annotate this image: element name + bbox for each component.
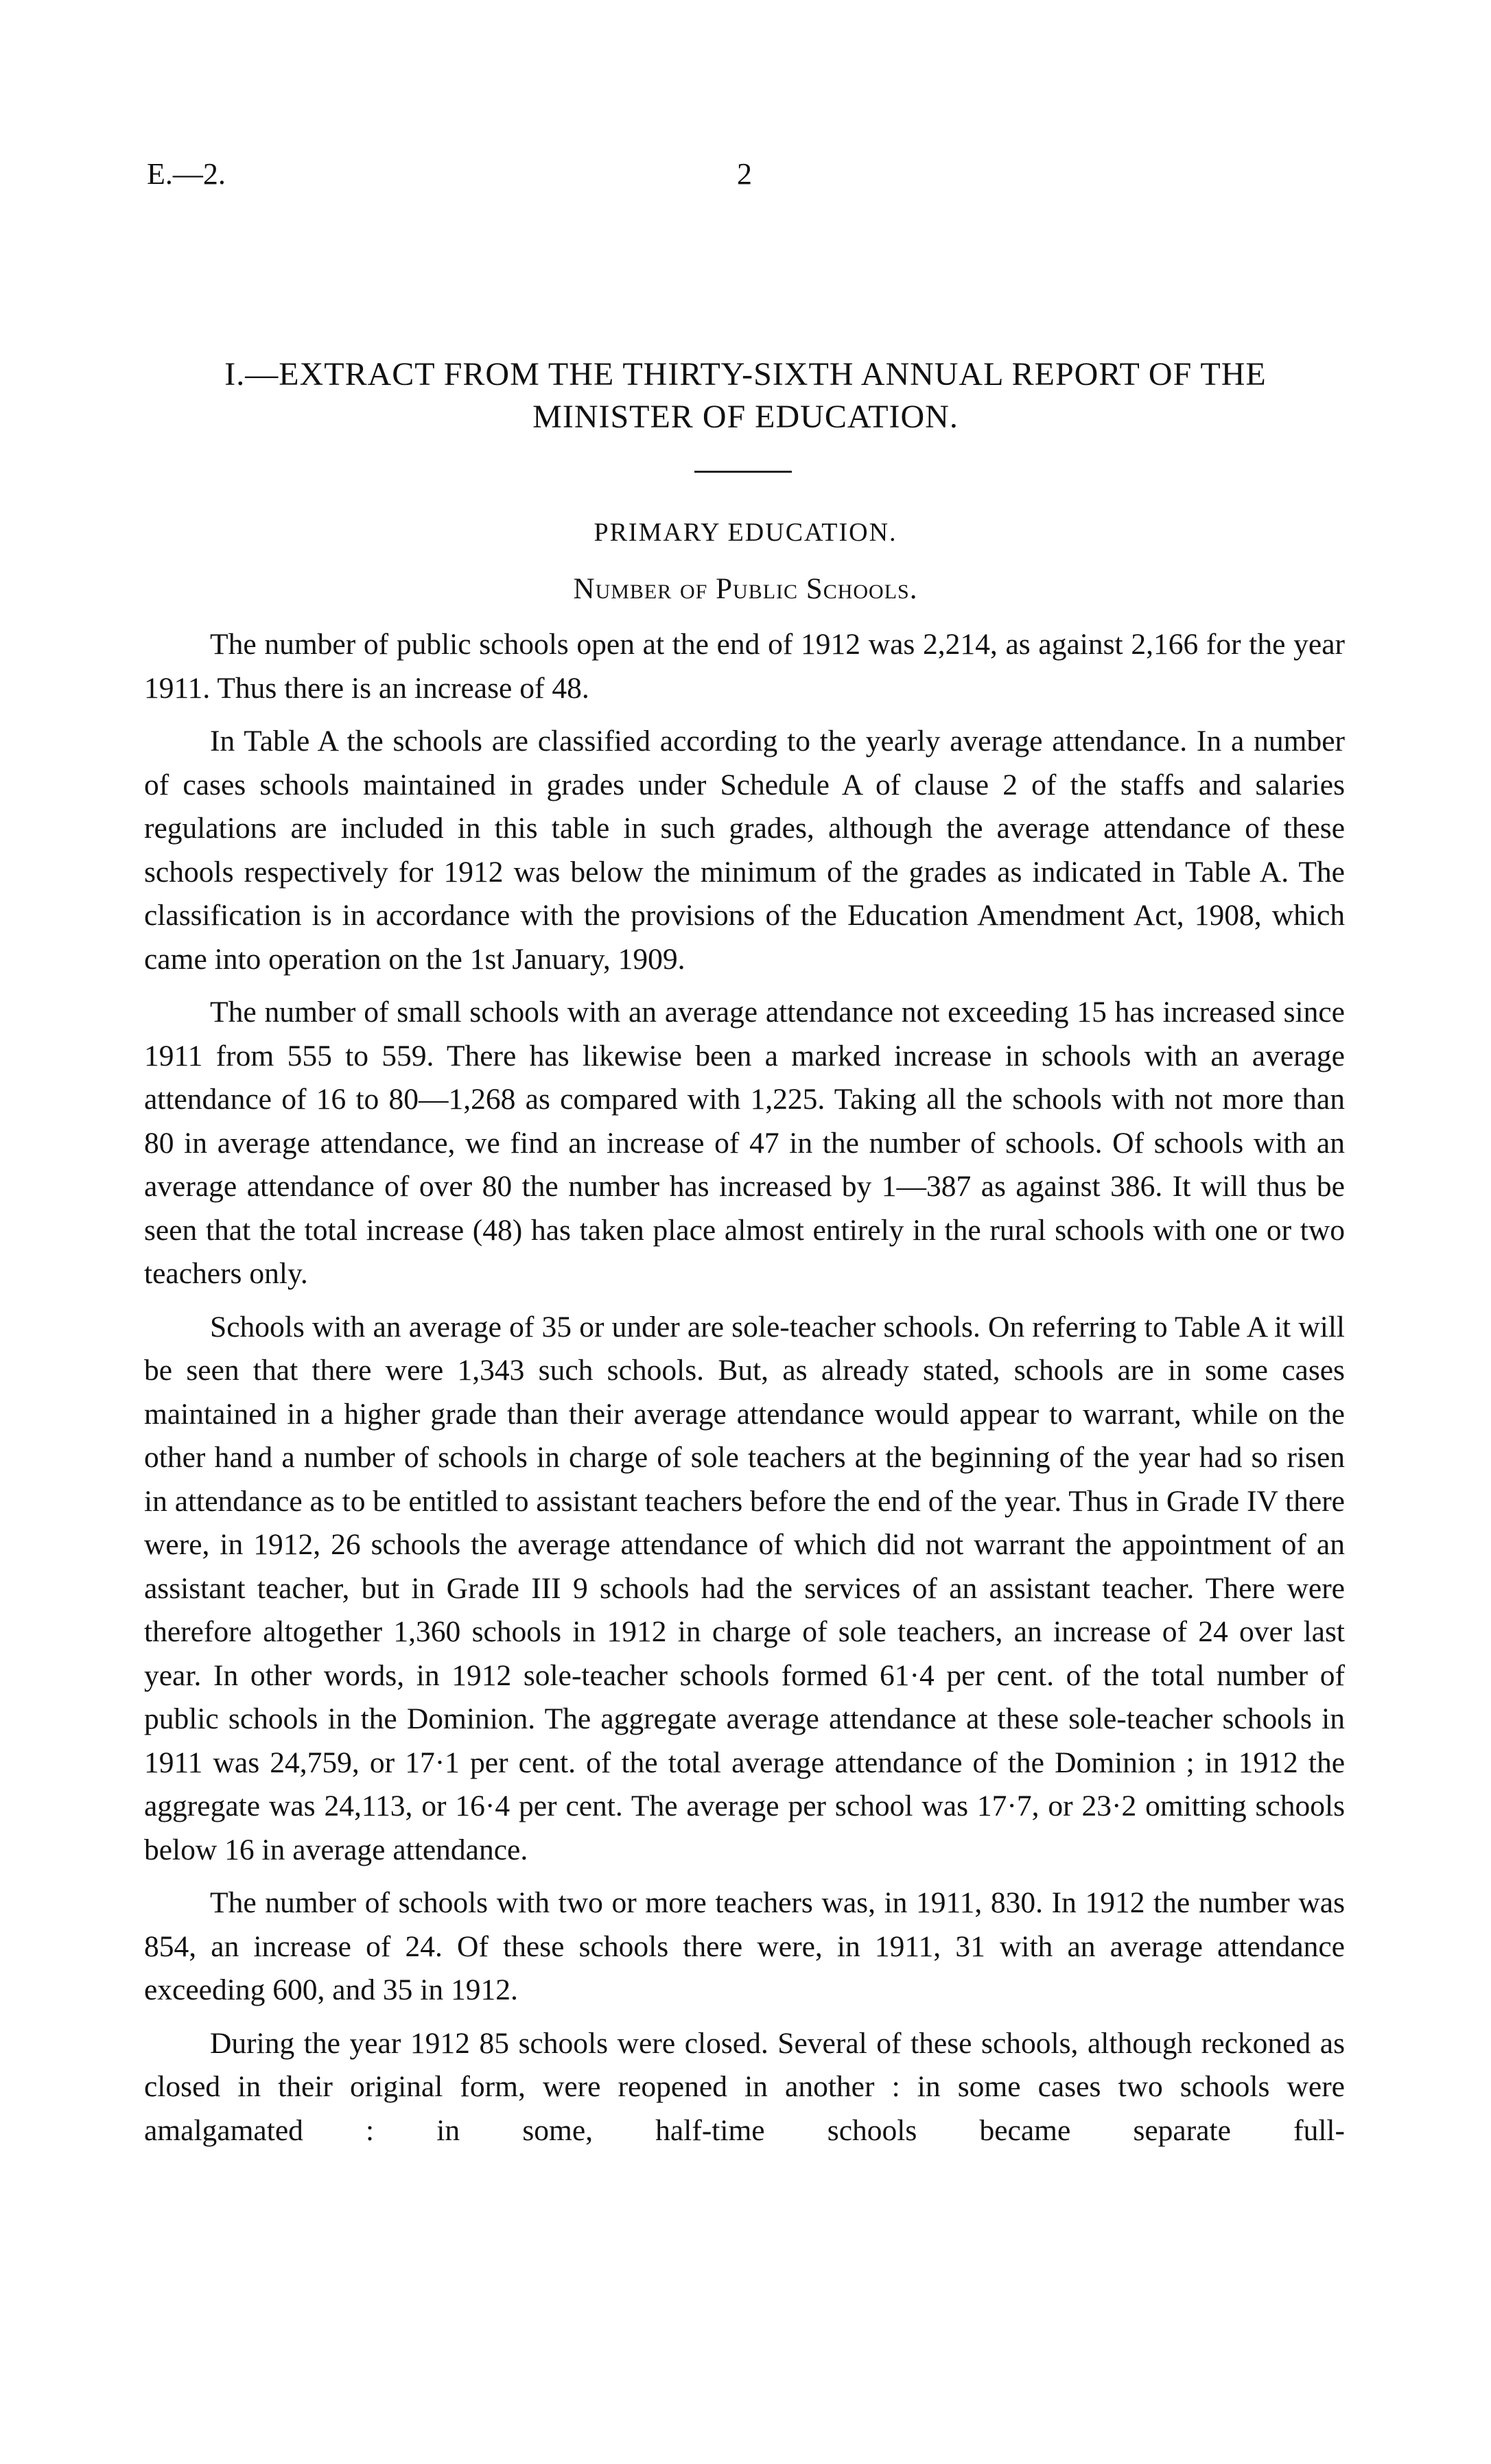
paragraph: In Table A the schools are classified according to the yearly average attendance. In a number of cases schools maintained in grades under Schedule A of clause 2 of the staffs and salaries regulations are included in this table in such grades, although the average attendance of these schools respectively for 1912 was below the minimum of the grades as indicated in Table A. The classification is in accordance with the provisions of the Education Amendment Act, 1908, which came into operation on the 1st January, 1909. — [144, 725, 1345, 976]
paragraph: During the year 1912 85 schools were closed. Several of these schools, although reckoned as closed in their original form, were reopened in another : in some cases two schools were amalgamated : in some, half-time schools became separate full- — [144, 2026, 1345, 2147]
report-title-line-1: I.—EXTRACT FROM THE THIRTY-SIXTH ANNUAL REPORT OF THE — [224, 356, 1267, 392]
paragraph: Schools with an average of 35 or under are sole-teacher schools. On referring to Table A it will be seen that there were 1,343 such schools. But, as already stated, schools are in some cases maintained in a higher grade than their average attendance would appear to warrant, while on the other hand a number of schools in charge of sole teachers at the beginning of the year had so risen in attendance as to be entitled to assistant teachers before the end of the year. Thus in Grade IV there were, in 1912, 26 schools the average attendance of which did not warrant the appointment of an assistant teacher, but in Grade III 9 schools had the services of an assistant teacher. There were therefore altogether 1,360 schools in 1912 in charge of sole teachers, an increase of 24 over last year. In other words, in 1912 sole-teacher schools formed 61·4 per cent. of the total number of public schools in the Dominion. The aggregate average attendance at these sole-teacher schools in 1911 was 24,759, or 17·1 per cent. of the total average attendance of the Dominion ; in 1912 the aggregate was 24,113, or 16·4 per cent. The average per school was 17·7, or 23·2 omitting schools below 16 in average attendance. — [144, 1310, 1345, 1866]
paragraph: The number of schools with two or more teachers was, in 1911, 830. In 1912 the number was 854, an increase of 24. Of these schools there were, in 1911, 31 with an average attendance exceeding 600, and 35 in 1912. — [144, 1886, 1345, 2006]
running-header — [147, 156, 1344, 198]
title-divider — [694, 471, 792, 473]
paragraph: The number of public schools open at the end of 1912 was 2,214, as against 2,166 for the year 1911. Thus there is an increase of 48. — [144, 628, 1345, 705]
section-subheading: Number of Public Schools. — [573, 573, 918, 605]
document-reference: E.—2. — [147, 157, 226, 191]
section-heading: PRIMARY EDUCATION. — [594, 518, 897, 547]
report-title-line-2: MINISTER OF EDUCATION. — [532, 399, 959, 435]
report-title — [147, 353, 1344, 438]
page-number: 2 — [737, 157, 752, 191]
body-text — [144, 623, 1345, 2162]
paragraph: The number of small schools with an average attendance not exceeding 15 has increased since 1911 from 555 to 559. There has likewise been a marked increase in schools with an average attendance of 16 to 80—1,268 as compared with 1,225. Taking all the schools with not more than 80 in average attendance, we find an increase of 47 in the number of schools. Of schools with an average attendance of over 80 the number has increased by 1—387 as against 386. It will thus be seen that the total increase (48) has taken place almost entirely in the rural schools with one or two teachers only. — [144, 996, 1345, 1290]
